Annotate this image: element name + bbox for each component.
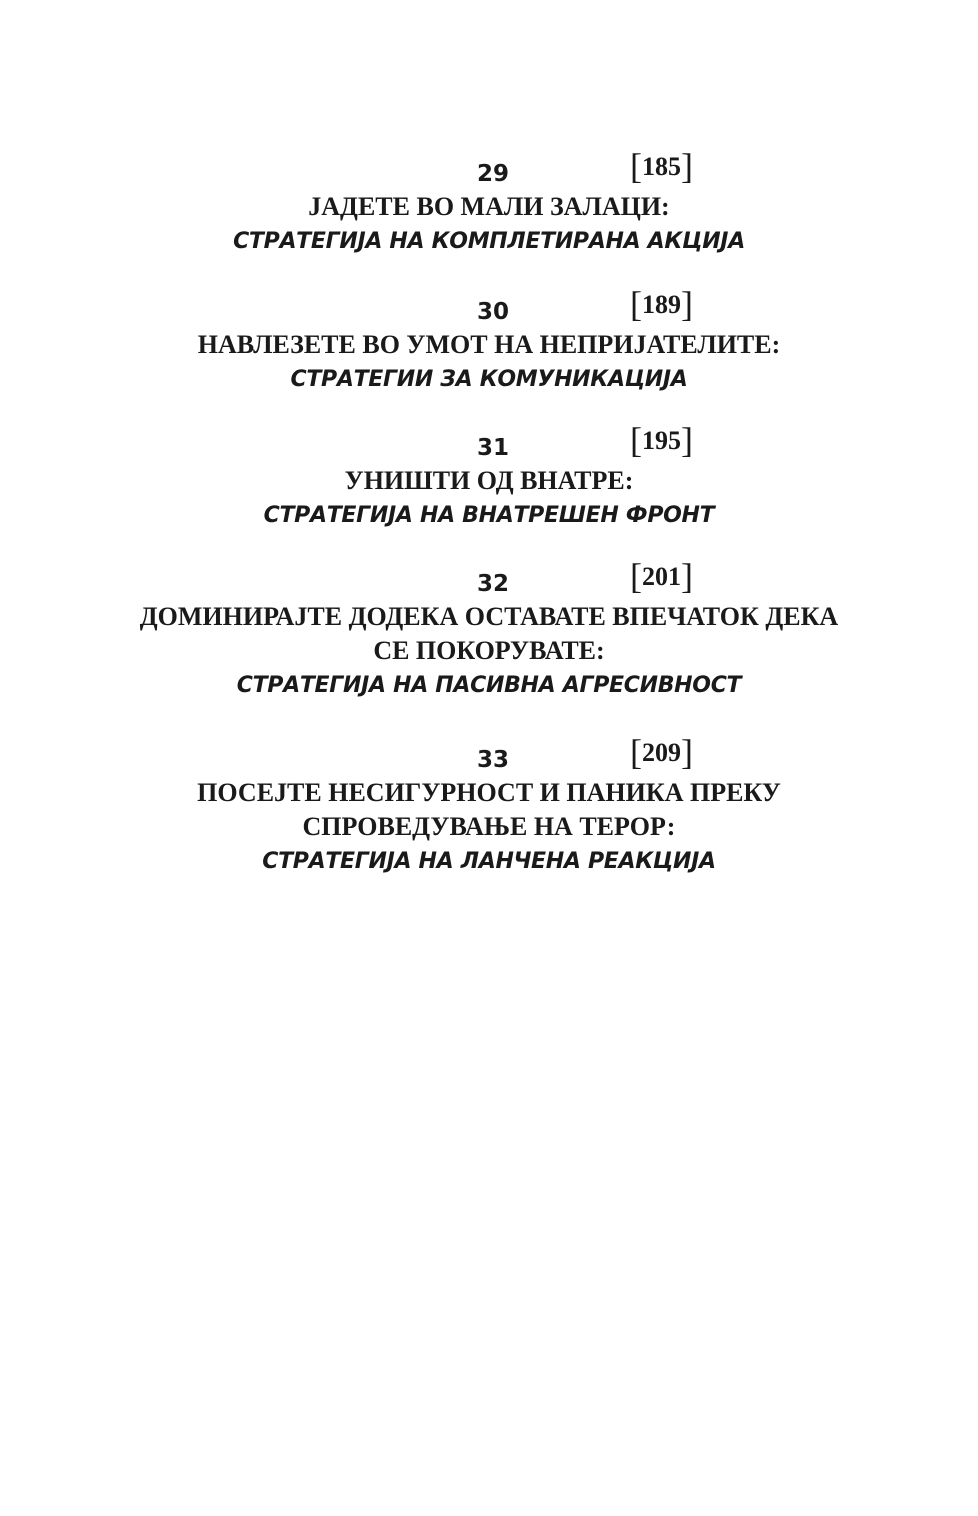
chapter-title: ПОСЕЈТЕ НЕСИГУРНОСТ И ПАНИКА ПРЕКУ [197,778,781,807]
page-reference: [195] [630,420,693,460]
chapter-number: 32 [476,571,509,597]
toc-entry [0,284,978,398]
chapter-title: ЈАДЕТЕ ВО МАЛИ ЗАЛАЦИ: [308,192,670,221]
page-reference: [189] [630,284,693,324]
chapter-number: 33 [476,747,509,773]
page-number: 185 [642,152,681,181]
toc-entry [0,146,978,260]
toc-entry [0,556,978,704]
entry-number-row [0,146,978,190]
chapter-title: УНИШТИ ОД ВНАТРЕ: [344,466,634,495]
page-reference: [185] [630,146,693,186]
toc-entry [0,732,978,880]
toc-entry [0,420,978,534]
entry-number-row [0,284,978,328]
page-number: 201 [642,562,681,591]
chapter-subtitle: СТРАТЕГИЈА НА ЛАНЧЕНА РЕАКЦИЈА [262,849,716,874]
chapter-subtitle: СТРАТЕГИЈА НА ВНАТРЕШЕН ФРОНТ [263,503,715,528]
chapter-number: 29 [476,161,509,187]
chapter-title-continued: СЕ ПОКОРУВАТЕ: [373,636,605,665]
chapter-title: НАВЛЕЗЕТЕ ВО УМОТ НА НЕПРИЈАТЕЛИТЕ: [197,330,781,359]
entry-number-row [0,420,978,464]
chapter-number: 31 [476,435,509,461]
page-number: 209 [642,738,681,767]
chapter-number: 30 [476,299,509,325]
page-number: 189 [642,290,681,319]
chapter-title-continued: СПРОВЕДУВАЊЕ НА ТЕРОР: [302,812,676,841]
chapter-subtitle: СТРАТЕГИЈА НА КОМПЛЕТИРАНА АКЦИЈА [233,229,745,254]
chapter-title: ДОМИНИРАЈТЕ ДОДЕКА ОСТАВАТЕ ВПЕЧАТОК ДЕКА [139,602,839,631]
chapter-subtitle: СТРАТЕГИЈА НА ПАСИВНА АГРЕСИВНОСТ [236,673,742,698]
page-number: 195 [642,426,681,455]
chapter-subtitle: СТРАТЕГИИ ЗА КОМУНИКАЦИЈА [290,367,688,392]
entry-number-row [0,732,978,776]
page-reference: [201] [630,556,693,596]
page-reference: [209] [630,732,693,772]
entry-number-row [0,556,978,600]
